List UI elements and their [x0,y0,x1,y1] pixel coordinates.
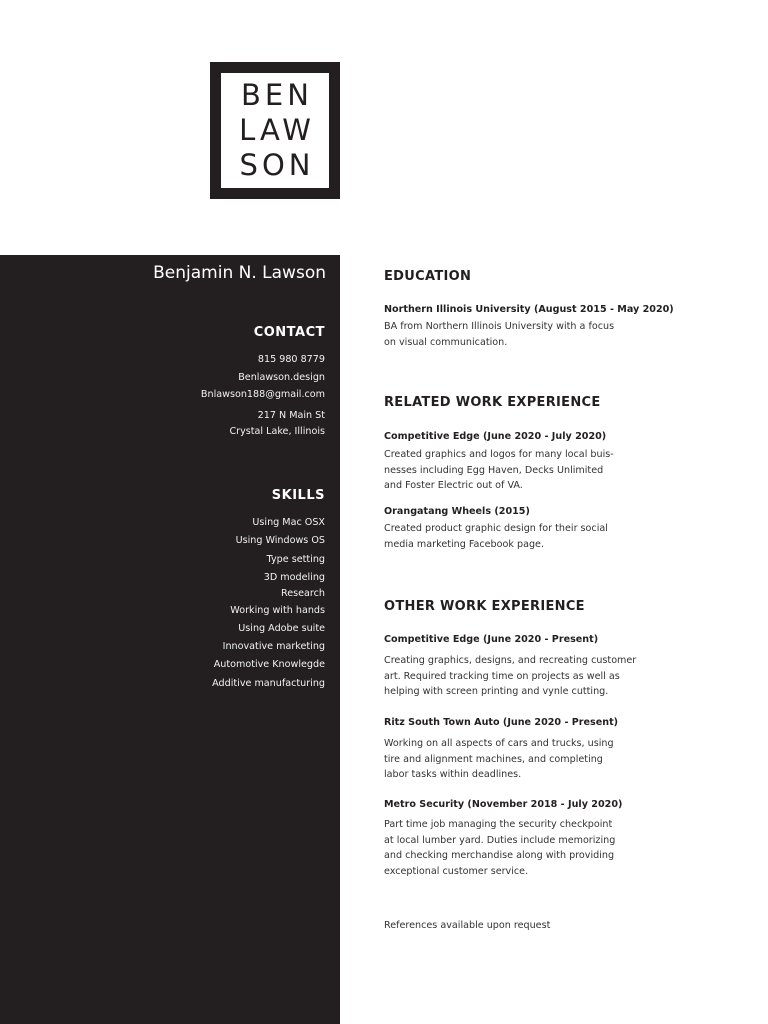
other-entry-body [384,736,614,783]
skill-item: Research [280,588,325,599]
references-note: References available upon request [384,920,551,931]
education-heading: EDUCATION [384,269,472,284]
other-entry-title: Ritz South Town Auto (June 2020 - Present) [384,717,619,728]
sidebar [0,255,340,1024]
body-line: art. Required tracking time on projects as well as [384,670,620,682]
other-entry-body [384,653,636,700]
other-entry-title: Metro Security (November 2018 - July 2020) [384,799,623,810]
body-line: labor tasks within deadlines. [384,769,522,780]
education-entry-body [384,319,614,350]
body-line: on visual communication. [384,336,508,348]
skill-item: Additive manufacturing [212,678,325,689]
other-work-heading: OTHER WORK EXPERIENCE [384,599,585,614]
body-line: BA from Northern Illinois University with a focus [384,321,615,332]
contact-website: Benlawson.design [238,372,325,383]
contact-phone: 815 980 8779 [257,354,325,365]
contact-address-line1: 217 N Main St [257,410,325,421]
related-entry-body [384,447,614,494]
body-line: Created graphics and logos for many local buis- [384,449,614,460]
body-line: at local lumber yard. Duties include memorizing [384,834,616,846]
skill-item: Using Windows OS [235,535,325,546]
related-entry-body [384,521,608,552]
contact-heading: CONTACT [253,325,325,340]
ben-lawson-logo [210,62,340,199]
body-line: tire and alignment machines, and completing [384,753,603,765]
other-entry-title: Competitive Edge (June 2020 - Present) [384,634,599,645]
body-line: and checking merchandise along with providing [384,850,615,861]
logo-line-3: SON [239,148,315,182]
related-entry-title: Orangatang Wheels (2015) [384,506,530,517]
logo-line-2: LAW [239,113,315,147]
body-line: nesses including Egg Haven, Decks Unlimited [384,464,604,476]
body-line: Part time job managing the security checkpoint [384,819,613,830]
logo-line-1: BEN [241,78,313,112]
skill-item: Using Mac OSX [252,517,325,528]
body-line: Working on all aspects of cars and trucks, using [384,738,614,749]
education-entry-title: Northern Illinois University (August 2015 - May 2020) [384,304,674,315]
related-work-heading: RELATED WORK EXPERIENCE [384,395,601,410]
body-line: helping with screen printing and vynle cutting. [384,686,609,697]
skill-item: Working with hands [230,605,325,616]
body-line: Creating graphics, designs, and recreating customer [384,655,637,666]
skill-item: 3D modeling [263,572,325,583]
contact-address-line2: Crystal Lake, Illinois [229,426,325,437]
body-line: Created product graphic design for their social [384,523,608,534]
related-entry-title: Competitive Edge (June 2020 - July 2020) [384,431,607,442]
skill-item: Type setting [266,554,325,565]
skill-item: Innovative marketing [222,641,325,652]
body-line: exceptional customer service. [384,865,529,877]
body-line: and Foster Electric out of VA. [384,480,523,491]
body-line: media marketing Facebook page. [384,538,545,550]
skill-item: Automotive Knowlegde [213,659,325,670]
other-entry-body [384,817,615,879]
full-name: Benjamin N. Lawson [153,263,326,283]
skill-item: Using Adobe suite [238,623,325,634]
contact-email: Bnlawson188@gmail.com [200,389,325,400]
skills-heading: SKILLS [271,488,325,503]
